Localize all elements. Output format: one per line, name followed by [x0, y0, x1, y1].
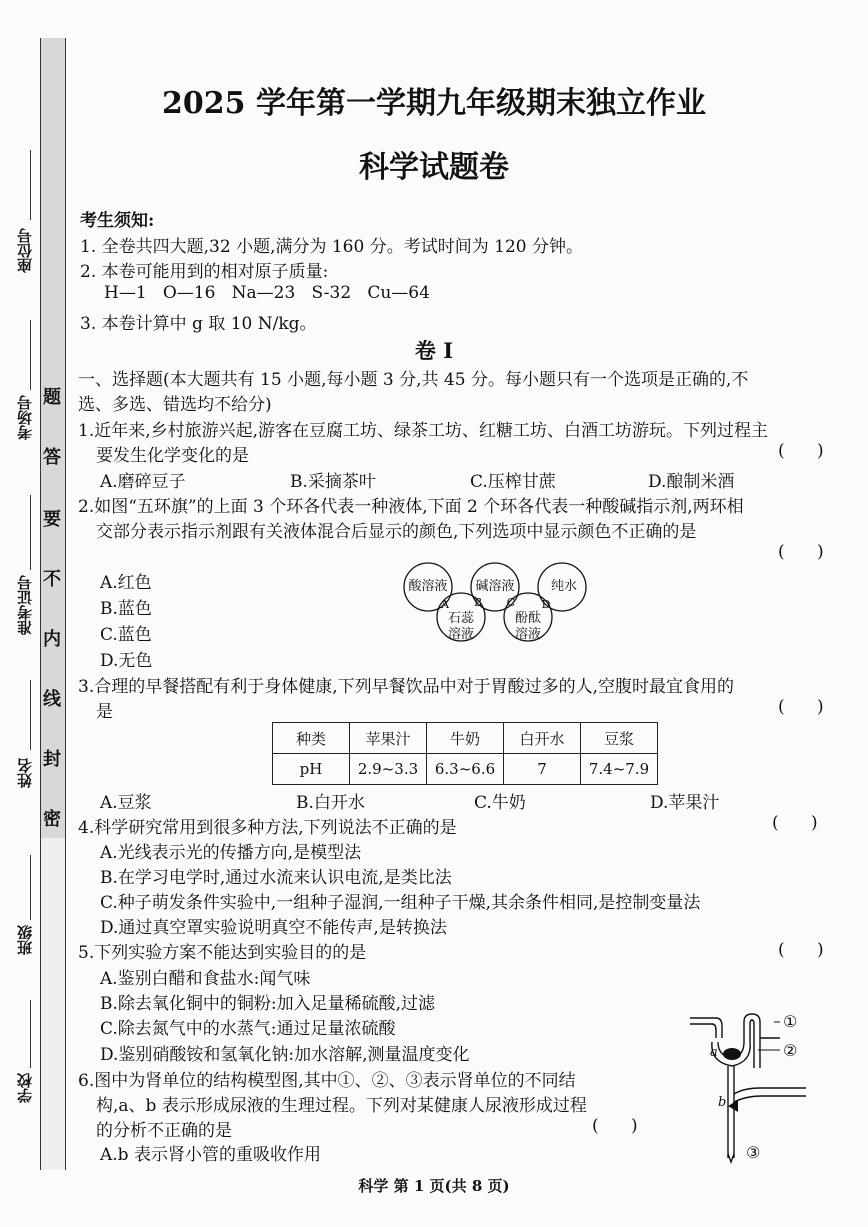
school-field: 学校: [16, 1073, 34, 1103]
ring-label: 纯水: [550, 579, 578, 594]
notes-line: 3. 本卷计算中 g 取 10 N/kg。: [80, 314, 317, 334]
option: A.磨碎豆子: [100, 472, 186, 492]
field-underline: [30, 495, 31, 570]
volume-heading: 卷 I: [414, 338, 454, 363]
question-2-stem: 交部分表示指示剂跟有关液体混合后显示的颜色,下列选项中显示颜色不正确的是: [96, 522, 697, 542]
table-cell: pH: [273, 754, 350, 785]
option: D.通过真空罩实验说明真空不能传声,是转换法: [100, 918, 447, 938]
ring-letter: C: [506, 596, 516, 609]
option: A.红色: [100, 573, 152, 593]
option: A.鉴别白醋和食盐水:闻气味: [100, 969, 311, 989]
option: A.光线表示光的传播方向,是模型法: [100, 843, 362, 863]
option: C.蓝色: [100, 625, 152, 645]
seal-char: 内: [43, 629, 61, 650]
question-2-stem: 2.如图“五环旗”的上面 3 个环各代表一种液体,下面 2 个环各代表一种酸碱指示剂,两环相: [78, 497, 744, 517]
five-rings-diagram: [398, 562, 598, 652]
question-4-stem: 4.科学研究常用到很多种方法,下列说法不正确的是: [78, 818, 457, 838]
question-6-stem: 构,a、b 表示形成尿液的生理过程。下列对某健康人尿液形成过程: [96, 1096, 587, 1116]
question-1-stem: 1.近年来,乡村旅游兴起,游客在豆腐工坊、绿茶工坊、红糖工坊、白酒工坊游玩。下列过程主: [78, 421, 769, 441]
question-6-stem: 的分析不正确的是: [96, 1121, 232, 1141]
option: C.除去氮气中的水蒸气:通过足量浓硫酸: [100, 1019, 396, 1039]
ring-letter: D: [541, 598, 551, 611]
question-3-stem: 3.合理的早餐搭配有利于身体健康,下列早餐饮品中对于胃酸过多的人,空腹时最宜食用的: [78, 677, 735, 697]
reabsorption-arrow: [728, 1100, 738, 1112]
exam-title: 2025 学年第一学期九年级期末独立作业: [162, 86, 706, 121]
table-cell: 7.4~7.9: [581, 754, 658, 785]
seal-char: 密: [43, 809, 61, 830]
exam-subtitle: 科学试题卷: [359, 150, 509, 185]
ph-table: [272, 722, 658, 785]
option: B.蓝色: [100, 599, 152, 619]
question-3-stem: 是: [96, 702, 113, 722]
page-footer: 科学 第 1 页(共 8 页): [358, 1177, 510, 1195]
ring-letter: B: [473, 596, 483, 609]
table-header-row: [273, 723, 658, 754]
seat-number-field: 座位号: [16, 228, 34, 273]
notes-heading: 考生须知:: [80, 211, 155, 231]
ring-label: 溶液: [447, 627, 475, 642]
option: D.酿制米酒: [648, 472, 735, 492]
option: C.压榨甘蔗: [470, 472, 556, 492]
seal-char: 线: [43, 689, 61, 710]
ring-label: 酸溶液: [408, 579, 448, 594]
field-underline: [30, 680, 31, 750]
question-5-stem: 5.下列实验方案不能达到实验目的的是: [78, 943, 367, 963]
name-field: 姓名: [16, 758, 34, 788]
field-underline: [30, 1000, 31, 1068]
seal-char: 答: [43, 447, 61, 468]
question-6-stem: 6.图中为肾单位的结构模型图,其中①、②、③表示肾单位的不同结: [78, 1071, 576, 1091]
table-header: 豆浆: [581, 723, 658, 754]
notes-line: 2. 本卷可能用到的相对原子质量:: [80, 262, 329, 282]
option: D.苹果汁: [650, 793, 720, 813]
option: B.在学习电学时,通过水流来认识电流,是类比法: [100, 868, 452, 888]
diagram-label: a: [710, 1045, 718, 1060]
table-cell: 7: [504, 754, 581, 785]
answer-paren: ( ): [778, 441, 824, 461]
table-header: 牛奶: [427, 723, 504, 754]
field-underline: [30, 855, 31, 920]
diagram-label: ②: [783, 1041, 798, 1060]
notes-line: 1. 全卷共四大题,32 小题,满分为 160 分。考试时间为 120 分钟。: [80, 237, 583, 257]
option: B.白开水: [296, 793, 365, 813]
table-row: [273, 754, 658, 785]
option: D.无色: [100, 651, 153, 671]
table-cell: 2.9~3.3: [350, 754, 427, 785]
answer-paren: ( ): [772, 813, 818, 833]
answer-paren: ( ): [592, 1116, 638, 1136]
option: B.采摘茶叶: [290, 472, 376, 492]
ring-letter: A: [441, 598, 449, 611]
option: A.b 表示肾小管的重吸收作用: [100, 1145, 321, 1165]
table-header: 白开水: [504, 723, 581, 754]
answer-paren: ( ): [778, 697, 824, 717]
ring-label: 碱溶液: [475, 579, 515, 594]
question-1-stem: 要发生化学变化的是: [96, 446, 249, 466]
option: B.除去氧化铜中的铜粉:加入足量稀硫酸,过滤: [100, 994, 436, 1014]
option: D.鉴别硝酸铵和氢氧化钠:加水溶解,测量温度变化: [100, 1045, 470, 1065]
answer-paren: ( ): [778, 542, 824, 562]
table-cell: 6.3~6.6: [427, 754, 504, 785]
seal-char: 题: [43, 387, 61, 408]
seal-char: 不: [43, 569, 61, 590]
class-field: 班级: [16, 925, 34, 955]
option: A.豆浆: [100, 793, 152, 813]
option: C.牛奶: [474, 793, 526, 813]
diagram-label: b: [718, 1095, 727, 1110]
ring-label: 酚酞: [514, 611, 542, 626]
nephron-diagram: [688, 1008, 808, 1168]
option: C.种子萌发条件实验中,一组种子湿润,一组种子干燥,其余条件相同,是控制变量法: [100, 893, 701, 913]
answer-paren: ( ): [778, 940, 824, 960]
ring-label: 溶液: [514, 627, 542, 642]
atomic-masses: H—1 O—16 Na—23 S-32 Cu—64: [104, 283, 430, 303]
seal-char: 封: [43, 749, 61, 770]
table-header: 苹果汁: [350, 723, 427, 754]
glomerulus: [723, 1048, 741, 1060]
binding-strip-light: [40, 838, 66, 1170]
diagram-label: ①: [783, 1012, 798, 1031]
table-header: 种类: [273, 723, 350, 754]
seal-char: 要: [43, 509, 61, 530]
exam-room-field: 考场号: [16, 395, 34, 440]
admission-number-field: 准考证号: [16, 575, 34, 635]
part-heading: 一、选择题(本大题共有 15 小题,每小题 3 分,共 45 分。每小题只有一个选项是正确的,不: [78, 370, 749, 390]
part-heading: 选、多选、错选均不给分): [78, 395, 272, 415]
diagram-label: ③: [746, 1143, 761, 1162]
ring-label: 石蕊: [447, 611, 475, 626]
